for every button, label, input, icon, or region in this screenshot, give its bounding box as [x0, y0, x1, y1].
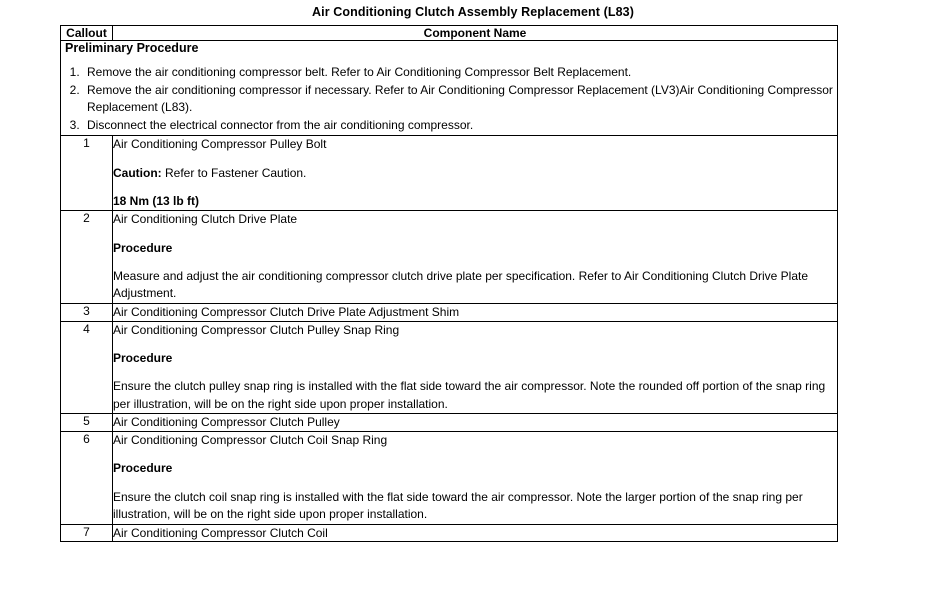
- list-item: 2. Remove the air conditioning compressor if necessary. Refer to Air Conditioning Compressor Replacement (LV3)Air Conditioning Compressor Replacement (L83).: [83, 82, 837, 116]
- component-name: Air Conditioning Compressor Clutch Pulley Snap Ring: [113, 322, 400, 337]
- component-cell: [113, 432, 838, 525]
- caution-text: Refer to Fastener Caution.: [161, 165, 307, 180]
- component-cell: [113, 211, 838, 304]
- caution-label: Caution:: [113, 165, 162, 180]
- procedure-heading: Procedure: [113, 461, 173, 476]
- component-name: Air Conditioning Compressor Clutch Drive Plate Adjustment Shim: [113, 303, 838, 321]
- torque-spec: 18 Nm (13 lb ft): [113, 193, 200, 208]
- component-cell: [113, 321, 838, 414]
- procedure-heading: Procedure: [113, 351, 173, 366]
- preliminary-procedure-row: [61, 41, 838, 136]
- table-row: [61, 432, 838, 525]
- component-name: Air Conditioning Compressor Clutch Coil: [113, 524, 838, 542]
- table-row: [61, 303, 838, 321]
- table-row: [61, 321, 838, 414]
- header-component-name: Component Name: [113, 26, 838, 41]
- page-title: Air Conditioning Clutch Assembly Replacement (L83): [312, 5, 634, 19]
- component-name: Air Conditioning Clutch Drive Plate: [113, 212, 298, 227]
- table-row: [61, 524, 838, 542]
- table-row: [61, 136, 838, 211]
- list-item: 1. Remove the air conditioning compressor belt. Refer to Air Conditioning Compressor Belt Replacement.: [83, 64, 837, 81]
- callout-number: 3: [61, 303, 113, 321]
- callout-number: 2: [61, 211, 113, 304]
- table-header-row: [61, 26, 838, 41]
- component-table: [60, 25, 838, 542]
- list-item: 3. Disconnect the electrical connector from the air conditioning compressor.: [83, 117, 837, 134]
- callout-number: 6: [61, 432, 113, 525]
- component-name: Air Conditioning Compressor Pulley Bolt: [113, 137, 327, 152]
- preliminary-steps-list: [61, 64, 837, 134]
- preliminary-procedure-heading: Preliminary Procedure: [65, 41, 199, 55]
- header-callout: Callout: [61, 26, 113, 41]
- procedure-text: Measure and adjust the air conditioning compressor clutch drive plate per specification. Refer to Air Conditioning Clutch Drive Plate Adjustment.: [113, 269, 809, 301]
- callout-number: 5: [61, 414, 113, 432]
- caution-note: [113, 165, 837, 182]
- procedure-text: Ensure the clutch coil snap ring is installed with the flat side toward the air compressor. Note the larger portion of the snap ring per illustration, will be on the right side upon proper installation.: [113, 489, 803, 522]
- component-cell: [113, 136, 838, 211]
- component-name: Air Conditioning Compressor Clutch Pulley: [113, 414, 838, 432]
- callout-number: 1: [61, 136, 113, 211]
- procedure-text: Ensure the clutch pulley snap ring is installed with the flat side toward the air compressor. Note the rounded off portion of the snap ring per illustration, will be on the right side upon proper installation.: [113, 379, 826, 411]
- callout-number: 7: [61, 524, 113, 542]
- procedure-heading: Procedure: [113, 240, 173, 255]
- table-row: [61, 414, 838, 432]
- component-name: Air Conditioning Compressor Clutch Coil Snap Ring: [113, 433, 388, 448]
- callout-number: 4: [61, 321, 113, 414]
- preliminary-procedure-cell: [61, 41, 838, 136]
- table-row: [61, 211, 838, 304]
